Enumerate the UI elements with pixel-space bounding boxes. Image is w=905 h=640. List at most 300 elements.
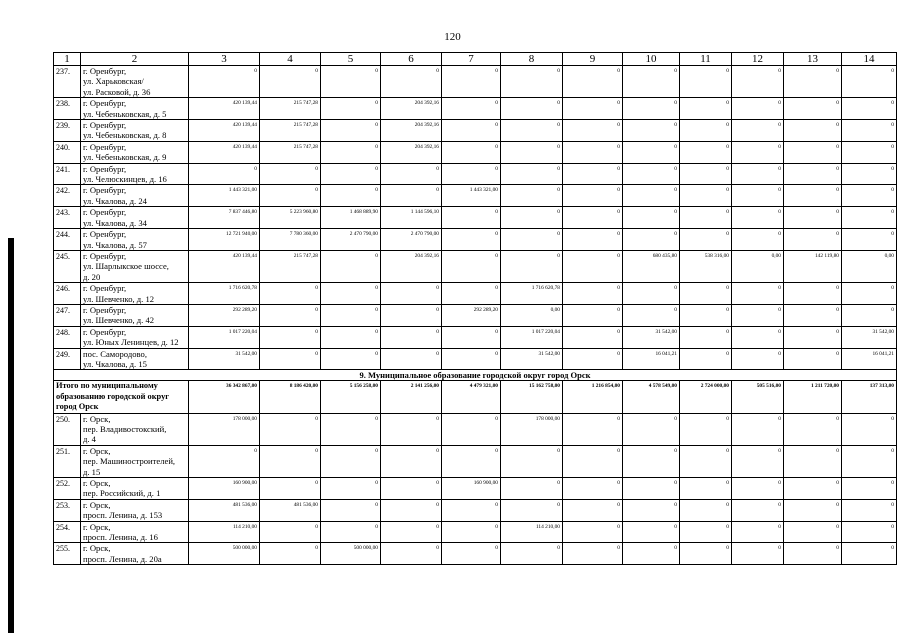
address-line: г. Оренбург, (83, 163, 127, 174)
value-cell: 0 (442, 229, 501, 251)
address-line: г. Оренбург, (83, 229, 127, 240)
table-row (54, 348, 897, 370)
value-cell: 0 (680, 499, 732, 521)
value-cell: 0 (381, 326, 442, 348)
address-cell (81, 326, 189, 348)
value-cell: 0 (623, 304, 680, 326)
value-cell: 12 721 940,00 (189, 229, 260, 251)
address-cell (81, 250, 189, 282)
value-cell: 0 (842, 207, 897, 229)
value-cell: 0 (680, 348, 732, 370)
value-cell: 0 (442, 66, 501, 98)
value-cell: 0 (321, 66, 381, 98)
value-cell: 0 (732, 326, 784, 348)
value-cell: 0 (442, 543, 501, 565)
value-cell: 0 (623, 499, 680, 521)
value-cell: 0 (784, 185, 842, 207)
value-cell: 0 (623, 185, 680, 207)
address-line: ул. Чкалова, д. 15 (83, 358, 147, 369)
address-cell (81, 141, 189, 163)
address-line: г. Оренбург, (83, 283, 127, 294)
value-cell: 0,00 (501, 304, 563, 326)
value-cell: 0 (784, 304, 842, 326)
value-cell: 16 041,21 (842, 348, 897, 370)
value-cell: 0 (260, 304, 321, 326)
total-value-cell: 1 216 854,00 (563, 381, 623, 413)
table-row (54, 141, 897, 163)
value-cell: 1 017 220,04 (189, 326, 260, 348)
value-cell: 0 (381, 478, 442, 500)
value-cell: 0 (732, 499, 784, 521)
address-cell (81, 543, 189, 565)
address-line: г. Орск, (83, 413, 111, 424)
value-cell: 0 (680, 543, 732, 565)
value-cell: 0 (842, 304, 897, 326)
address-line: ул. Шарлыкское шоссе, (83, 261, 169, 272)
address-line: ул. Шевченко, д. 42 (83, 315, 155, 326)
value-cell: 0 (732, 229, 784, 251)
value-cell: 0 (321, 185, 381, 207)
row-number: 248. (54, 326, 81, 348)
column-header: 6 (381, 53, 442, 66)
value-cell: 0 (784, 413, 842, 445)
value-cell: 0 (381, 304, 442, 326)
address-cell (81, 120, 189, 142)
value-cell: 0 (563, 283, 623, 305)
value-cell: 0 (381, 445, 442, 477)
row-number: 247. (54, 304, 81, 326)
value-cell: 204 392,16 (381, 141, 442, 163)
value-cell: 0 (842, 543, 897, 565)
value-cell: 0 (381, 521, 442, 543)
address-line: г. Оренбург, (83, 207, 127, 218)
value-cell: 0 (623, 521, 680, 543)
value-cell: 0 (321, 499, 381, 521)
value-cell: 420 139,44 (189, 250, 260, 282)
column-header: 8 (501, 53, 563, 66)
value-cell: 0 (260, 445, 321, 477)
value-cell: 0 (842, 141, 897, 163)
value-cell: 1 716 620,78 (189, 283, 260, 305)
value-cell: 481 536,00 (189, 499, 260, 521)
address-line: ул. Расковой, д. 36 (83, 86, 151, 97)
value-cell: 420 139,44 (189, 141, 260, 163)
value-cell: 0 (260, 163, 321, 185)
row-number: 239. (54, 120, 81, 142)
total-value-cell: 1 211 720,00 (784, 381, 842, 413)
address-line: ул. Чкалова, д. 34 (83, 217, 147, 228)
value-cell: 0 (680, 413, 732, 445)
value-cell: 0 (260, 413, 321, 445)
row-number: 249. (54, 348, 81, 370)
value-cell: 0 (189, 163, 260, 185)
table-row (54, 499, 897, 521)
value-cell: 0 (784, 66, 842, 98)
value-cell: 0 (321, 98, 381, 120)
address-line: г. Орск, (83, 478, 111, 489)
address-line: пер. Российский, д. 1 (83, 488, 161, 499)
address-line: пер. Владивостокский, (83, 424, 167, 434)
value-cell: 16 041,21 (623, 348, 680, 370)
value-cell: 0 (442, 326, 501, 348)
value-cell: 0 (381, 543, 442, 565)
address-line: ул. Чкалова, д. 57 (83, 239, 147, 250)
value-cell: 0 (381, 66, 442, 98)
row-number: 254. (54, 521, 81, 543)
value-cell: 0 (563, 229, 623, 251)
value-cell: 0 (501, 478, 563, 500)
value-cell: 0 (732, 66, 784, 98)
value-cell: 0 (842, 66, 897, 98)
value-cell: 0 (732, 521, 784, 543)
value-cell: 0,00 (842, 250, 897, 282)
address-line: ул. Юных Ленинцев, д. 12 (83, 337, 179, 348)
value-cell: 0 (732, 283, 784, 305)
table-row (54, 445, 897, 477)
table-row (54, 543, 897, 565)
value-cell: 0 (842, 521, 897, 543)
value-cell: 0 (784, 499, 842, 521)
row-number: 242. (54, 185, 81, 207)
value-cell: 0 (381, 413, 442, 445)
value-cell: 204 392,16 (381, 98, 442, 120)
value-cell: 0 (381, 163, 442, 185)
value-cell: 0 (732, 348, 784, 370)
value-cell: 481 536,00 (260, 499, 321, 521)
value-cell: 0 (563, 348, 623, 370)
value-cell: 0 (563, 478, 623, 500)
address-cell (81, 348, 189, 370)
value-cell: 0 (680, 478, 732, 500)
value-cell: 0 (784, 120, 842, 142)
table-row (54, 413, 897, 445)
value-cell: 215 747,28 (260, 141, 321, 163)
table-row (54, 185, 897, 207)
column-header: 5 (321, 53, 381, 66)
column-header: 13 (784, 53, 842, 66)
column-header: 2 (81, 53, 189, 66)
value-cell: 0 (732, 445, 784, 477)
row-number: 243. (54, 207, 81, 229)
value-cell: 2 470 790,00 (321, 229, 381, 251)
value-cell: 0 (563, 207, 623, 229)
column-header: 3 (189, 53, 260, 66)
value-cell: 0 (501, 229, 563, 251)
value-cell: 0 (623, 141, 680, 163)
value-cell: 0 (680, 326, 732, 348)
value-cell: 0 (680, 304, 732, 326)
value-cell: 178 000,00 (501, 413, 563, 445)
value-cell: 0 (784, 229, 842, 251)
value-cell: 0 (623, 229, 680, 251)
value-cell: 0 (623, 66, 680, 98)
value-cell: 0 (442, 348, 501, 370)
value-cell: 204 392,16 (381, 120, 442, 142)
address-line: г. Оренбург, (83, 66, 127, 76)
total-value-cell: 15 162 758,00 (501, 381, 563, 413)
value-cell: 0 (680, 283, 732, 305)
value-cell: 0 (501, 499, 563, 521)
value-cell: 0 (501, 120, 563, 142)
value-cell: 215 747,28 (260, 98, 321, 120)
address-line: г. Орск, (83, 499, 111, 510)
value-cell: 0 (442, 413, 501, 445)
total-label (54, 381, 189, 413)
page-number: 120 (444, 31, 461, 43)
value-cell: 0 (442, 163, 501, 185)
total-value-cell: 4 479 321,00 (442, 381, 501, 413)
value-cell: 0 (732, 141, 784, 163)
column-header: 14 (842, 53, 897, 66)
value-cell: 0 (680, 141, 732, 163)
table-row (54, 207, 897, 229)
value-cell: 0 (189, 445, 260, 477)
address-line: ул. Чебеньковская, д. 8 (83, 130, 167, 141)
total-value-cell: 505 516,00 (732, 381, 784, 413)
table-row (54, 98, 897, 120)
address-line: г. Оренбург, (83, 141, 127, 152)
address-line: пос. Самородово, (83, 348, 147, 359)
row-number: 253. (54, 499, 81, 521)
value-cell: 0 (381, 499, 442, 521)
value-cell: 0 (260, 478, 321, 500)
value-cell: 0 (732, 207, 784, 229)
value-cell: 0 (442, 98, 501, 120)
value-cell: 0 (321, 120, 381, 142)
value-cell: 0 (623, 283, 680, 305)
section-row (54, 370, 897, 381)
address-line: пер. Машиностроителей, (83, 456, 176, 467)
value-cell: 420 139,44 (189, 98, 260, 120)
value-cell: 0 (842, 499, 897, 521)
value-cell: 0 (381, 185, 442, 207)
value-cell: 0 (321, 250, 381, 282)
value-cell: 0 (842, 478, 897, 500)
value-cell: 0 (260, 66, 321, 98)
address-cell (81, 445, 189, 477)
table-row (54, 304, 897, 326)
value-cell: 0 (784, 163, 842, 185)
value-cell: 1 443 321,00 (189, 185, 260, 207)
column-header: 10 (623, 53, 680, 66)
value-cell: 0 (501, 185, 563, 207)
row-number: 251. (54, 445, 81, 477)
value-cell: 0 (732, 120, 784, 142)
value-cell: 538 316,00 (680, 250, 732, 282)
value-cell: 0 (501, 141, 563, 163)
total-label-line: Итого по муниципальному (56, 381, 158, 391)
value-cell: 0 (563, 521, 623, 543)
value-cell: 0 (563, 98, 623, 120)
value-cell: 0 (260, 543, 321, 565)
address-line: ул. Чебеньковская, д. 9 (83, 152, 167, 163)
value-cell: 0 (784, 521, 842, 543)
row-number: 241. (54, 163, 81, 185)
value-cell: 0,00 (732, 250, 784, 282)
value-cell: 2 470 790,00 (381, 229, 442, 251)
total-value-cell: 2 724 000,00 (680, 381, 732, 413)
address-cell (81, 185, 189, 207)
row-number: 244. (54, 229, 81, 251)
column-header: 12 (732, 53, 784, 66)
value-cell: 0 (784, 543, 842, 565)
table-row (54, 521, 897, 543)
column-header: 9 (563, 53, 623, 66)
value-cell: 0 (842, 120, 897, 142)
total-label-line: город Орск (56, 402, 99, 412)
row-number: 255. (54, 543, 81, 565)
value-cell: 0 (501, 98, 563, 120)
value-cell: 0 (563, 163, 623, 185)
value-cell: 0 (321, 348, 381, 370)
value-cell: 0 (381, 348, 442, 370)
value-cell: 114 210,00 (189, 521, 260, 543)
value-cell: 500 000,00 (321, 543, 381, 565)
value-cell: 0 (732, 413, 784, 445)
value-cell: 5 223 960,80 (260, 207, 321, 229)
value-cell: 0 (680, 98, 732, 120)
value-cell: 0 (321, 521, 381, 543)
value-cell: 31 542,00 (623, 326, 680, 348)
value-cell: 7 780 360,00 (260, 229, 321, 251)
total-value-cell: 5 156 258,00 (321, 381, 381, 413)
table-row (54, 66, 897, 98)
value-cell: 160 900,00 (442, 478, 501, 500)
row-number: 245. (54, 250, 81, 282)
address-line: г. Оренбург, (83, 185, 127, 196)
row-number: 240. (54, 141, 81, 163)
value-cell: 0 (260, 521, 321, 543)
value-cell: 0 (623, 98, 680, 120)
value-cell: 0 (732, 478, 784, 500)
row-number: 252. (54, 478, 81, 500)
value-cell: 0 (842, 229, 897, 251)
address-cell (81, 66, 189, 98)
value-cell: 1 443 321,00 (442, 185, 501, 207)
value-cell: 0 (260, 283, 321, 305)
value-cell: 0 (321, 163, 381, 185)
table-row (54, 250, 897, 282)
value-cell: 0 (563, 413, 623, 445)
data-table (53, 52, 897, 565)
value-cell: 0 (784, 326, 842, 348)
address-cell (81, 413, 189, 445)
address-line: д. 15 (83, 466, 101, 477)
address-cell (81, 478, 189, 500)
value-cell: 0 (623, 163, 680, 185)
total-value-cell: 36 342 867,00 (189, 381, 260, 413)
address-line: просп. Ленина, д. 20а (83, 553, 162, 564)
address-cell (81, 207, 189, 229)
value-cell: 0 (321, 326, 381, 348)
value-cell: 0 (442, 445, 501, 477)
table-row (54, 229, 897, 251)
value-cell: 215 747,28 (260, 120, 321, 142)
row-number: 237. (54, 66, 81, 98)
table-row (54, 120, 897, 142)
value-cell: 0 (680, 66, 732, 98)
value-cell: 0 (321, 445, 381, 477)
value-cell: 0 (784, 98, 842, 120)
value-cell: 0 (321, 478, 381, 500)
address-line: г. Орск, (83, 521, 111, 532)
value-cell: 0 (563, 185, 623, 207)
value-cell: 0 (501, 163, 563, 185)
value-cell: 31 542,00 (501, 348, 563, 370)
value-cell: 215 747,28 (260, 250, 321, 282)
table-row (54, 163, 897, 185)
address-line: г. Оренбург, (83, 98, 127, 109)
value-cell: 160 900,00 (189, 478, 260, 500)
value-cell: 0 (501, 66, 563, 98)
value-cell: 0 (784, 141, 842, 163)
address-cell (81, 229, 189, 251)
address-line: г. Оренбург, (83, 120, 127, 131)
row-number: 250. (54, 413, 81, 445)
value-cell: 0 (260, 185, 321, 207)
address-line: г. Оренбург, (83, 250, 127, 261)
value-cell: 0 (501, 250, 563, 282)
value-cell: 0 (563, 250, 623, 282)
value-cell: 0 (784, 207, 842, 229)
value-cell: 31 542,00 (189, 348, 260, 370)
value-cell: 0 (732, 185, 784, 207)
value-cell: 0 (623, 478, 680, 500)
value-cell: 0 (680, 120, 732, 142)
value-cell: 0 (623, 120, 680, 142)
table-row (54, 283, 897, 305)
table-row (54, 326, 897, 348)
value-cell: 0 (442, 120, 501, 142)
address-line: ул. Челюскинцев, д. 16 (83, 174, 167, 185)
value-cell: 0 (442, 499, 501, 521)
value-cell: 0 (501, 207, 563, 229)
value-cell: 142 119,80 (784, 250, 842, 282)
column-header: 11 (680, 53, 732, 66)
address-line: г. Оренбург, (83, 326, 127, 337)
column-header: 1 (54, 53, 81, 66)
address-line: ул. Чебеньковская, д. 5 (83, 108, 167, 119)
value-cell: 0 (563, 141, 623, 163)
address-line: д. 20 (83, 271, 101, 282)
value-cell: 0 (563, 543, 623, 565)
value-cell: 0 (842, 445, 897, 477)
value-cell: 0 (842, 163, 897, 185)
value-cell: 0 (842, 185, 897, 207)
address-cell (81, 283, 189, 305)
value-cell: 0 (732, 163, 784, 185)
value-cell: 0 (442, 207, 501, 229)
value-cell: 1 468 889,90 (321, 207, 381, 229)
address-line: г. Орск, (83, 445, 111, 456)
value-cell: 0 (189, 66, 260, 98)
value-cell: 7 837 446,80 (189, 207, 260, 229)
value-cell: 0 (321, 283, 381, 305)
total-row (54, 381, 897, 413)
value-cell: 0 (563, 499, 623, 521)
total-value-cell: 8 186 420,00 (260, 381, 321, 413)
value-cell: 1 144 596,10 (381, 207, 442, 229)
value-cell: 0 (680, 229, 732, 251)
address-line: ул. Шевченко, д. 12 (83, 293, 155, 304)
value-cell: 0 (260, 348, 321, 370)
value-cell: 292 289,20 (442, 304, 501, 326)
value-cell: 0 (784, 445, 842, 477)
address-line: просп. Ленина, д. 16 (83, 532, 158, 543)
total-label-line: образованию городской округ (56, 391, 170, 401)
value-cell: 500 000,00 (189, 543, 260, 565)
value-cell: 0 (442, 250, 501, 282)
